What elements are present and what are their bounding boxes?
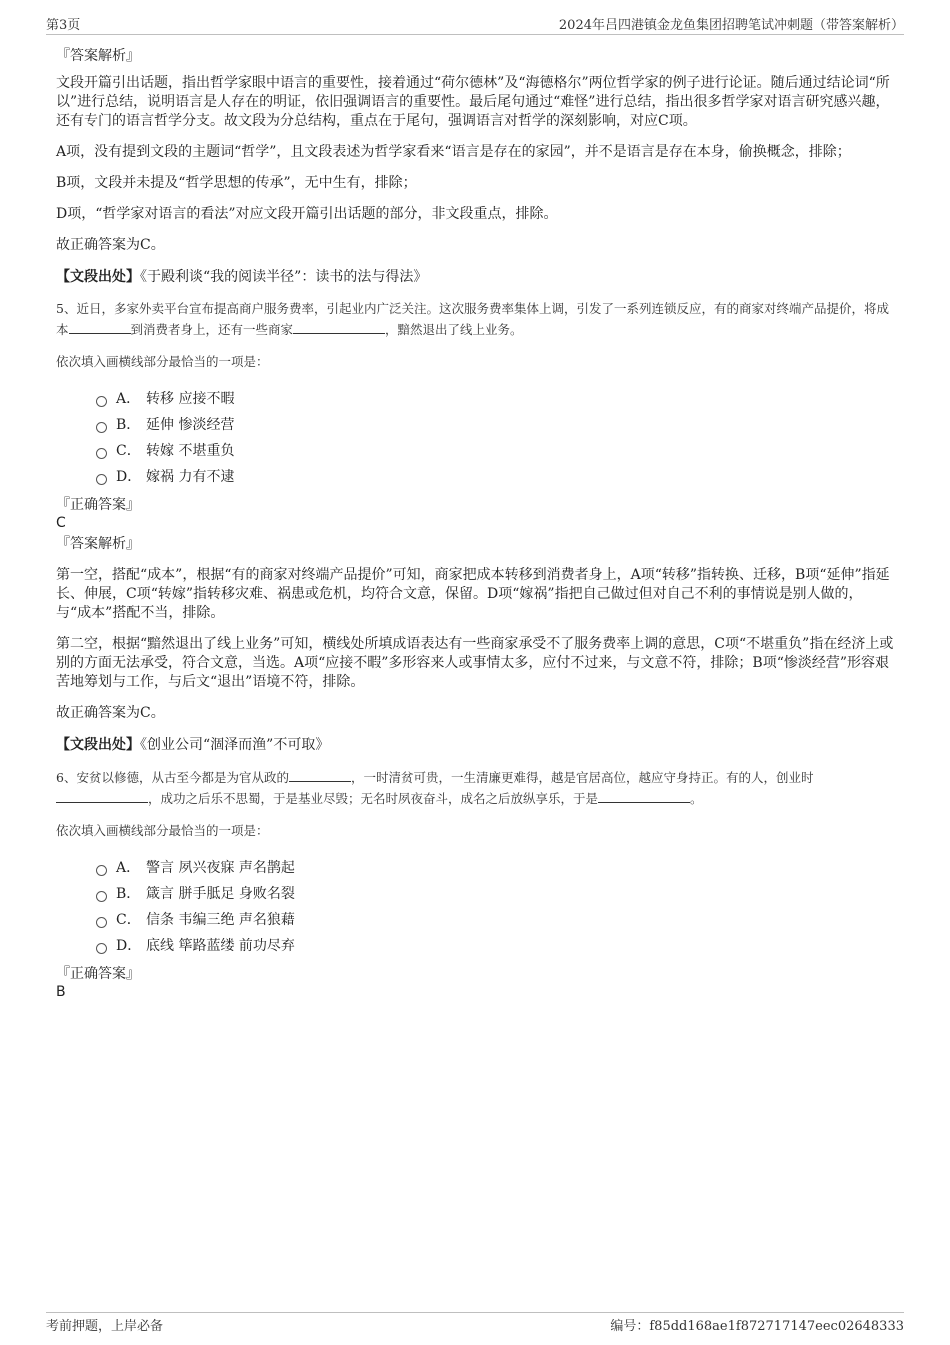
question-text-part: ，成功之后乐不思蜀，于是基业尽毁；无名时夙夜奋斗，成名之后放纵享乐，于是 (148, 791, 599, 806)
fill-blank (289, 767, 351, 782)
option-letter: B． (116, 886, 141, 902)
option-letter: D． (116, 469, 142, 485)
fill-blank (56, 788, 148, 803)
analysis-paragraph: 第二空，根据“黯然退出了线上业务”可知，横线处所填成语表达有一些商家承受不了服务费率上调的意思，C项“不堪重负”指在经济上或别的方面无法承受，符合文意，当选。A项“应接不暇”多形容来人或事情太多，应付不过来，与文意不符，排除；B项“惨淡经营”形容艰苦地筹划与工作，与后文“退出”语境不符，排除。 (56, 636, 894, 690)
option-c[interactable] (96, 907, 896, 933)
option-a[interactable] (96, 386, 896, 412)
question-5-prompt: 依次填入画横线部分最恰当的一项是： (56, 354, 269, 369)
option-text: 箴言 胼手胝足 身败名裂 (146, 886, 295, 902)
option-letter: D． (116, 938, 142, 954)
fill-blank (598, 788, 690, 803)
correct-answer-label: 『正确答案』 (56, 497, 140, 513)
radio-icon[interactable] (96, 448, 107, 459)
question-text-part: 到消费者身上，还有一些商家 (130, 322, 294, 337)
option-letter: C． (116, 912, 141, 928)
analysis-paragraph: B项，文段并未提及“哲学思想的传承”，无中生有，排除； (56, 175, 417, 191)
page-number: 第3页 (46, 18, 81, 33)
page-header (46, 14, 904, 35)
analysis-paragraph: 第一空，搭配“成本”，根据“有的商家对终端产品提价”可知，商家把成本转移到消费者身上，A项“转移”指转换、迁移，B项“延伸”指延长、伸展，C项“转嫁”指转移灾难、祸患或危机，均符合文意，保留。D项“嫁祸”指把自己做过但对自己不利的事情说是别人做的，与“成本”搭配不当，排除。 (56, 567, 890, 621)
option-text: 转嫁 不堪重负 (146, 443, 235, 459)
main-content (56, 46, 896, 1003)
fill-blank (293, 319, 385, 334)
option-letter: A． (116, 860, 141, 876)
correct-answer: B (56, 984, 66, 1000)
radio-icon[interactable] (96, 865, 107, 876)
radio-icon[interactable] (96, 917, 107, 928)
question-5-text (56, 299, 896, 340)
question-6-options (96, 855, 896, 959)
document-title: 2024年吕四港镇金龙鱼集团招聘笔试冲刺题（带答案解析） (558, 18, 904, 33)
question-text-part: ，黯然退出了线上业务。 (385, 322, 523, 337)
radio-icon[interactable] (96, 422, 107, 433)
option-a[interactable] (96, 855, 896, 881)
radio-icon[interactable] (96, 891, 107, 902)
option-text: 警言 夙兴夜寐 声名鹊起 (146, 860, 295, 876)
source-line (56, 735, 896, 755)
radio-icon[interactable] (96, 943, 107, 954)
option-letter: B． (116, 417, 141, 433)
question-6-text (56, 767, 896, 809)
option-b[interactable] (96, 412, 896, 438)
option-letter: C． (116, 443, 141, 459)
option-text: 延伸 惨淡经营 (146, 417, 235, 433)
fill-blank (69, 319, 131, 334)
radio-icon[interactable] (96, 474, 107, 485)
analysis-paragraph: A项，没有提到文段的主题词“哲学”，且文段表述为哲学家看来“语言是存在的家园”，并不是语言是存在本身，偷换概念，排除； (56, 144, 851, 160)
analysis-conclusion: 故正确答案为C。 (56, 705, 165, 721)
option-d[interactable] (96, 464, 896, 490)
question-text-part: 6、安贫以修德，从古至今都是为官从政的 (56, 770, 289, 785)
option-text: 嫁祸 力有不逮 (146, 469, 235, 485)
analysis-conclusion: 故正确答案为C。 (56, 237, 165, 253)
analysis-label: 『答案解析』 (56, 536, 140, 552)
page-footer (46, 1312, 904, 1334)
option-letter: A． (116, 391, 141, 407)
document-id: 编号：f85dd168ae1f872717147eec02648333 (610, 1319, 904, 1334)
analysis-paragraph: D项，“哲学家对语言的看法”对应文段开篇引出话题的部分，非文段重点，排除。 (56, 206, 558, 222)
footer-slogan: 考前押题，上岸必备 (46, 1319, 164, 1334)
source-tag: 【文段出处】 (56, 737, 140, 753)
source-line (56, 267, 896, 287)
correct-answer-label: 『正确答案』 (56, 966, 140, 982)
correct-answer: C (56, 515, 66, 531)
option-text: 底线 筚路蓝缕 前功尽弃 (146, 938, 295, 954)
radio-icon[interactable] (96, 396, 107, 407)
option-d[interactable] (96, 933, 896, 959)
question-text-part: ，一时清贫可贵，一生清廉更难得，越是官居高位，越应守身持正。有的人，创业时 (350, 770, 814, 785)
question-text-part: 5、近日，多家外卖平台宣布提高商户服务费率，引起业内广泛关注。这次服务费率集体上调，引发了一系列连锁反应，有的商家对终端产品提价，将成本 (56, 301, 889, 337)
analysis-label: 『答案解析』 (56, 48, 140, 64)
question-5-options (96, 386, 896, 490)
source-title: 《于殿利谈“我的阅读半径”：读书的法与得法》 (140, 269, 428, 285)
source-title: 《创业公司“涸泽而渔”不可取》 (140, 737, 330, 753)
analysis-paragraph: 文段开篇引出话题，指出哲学家眼中语言的重要性，接着通过“荷尔德林”及“海德格尔”两位哲学家的例子进行论证。随后通过结论词“所以”进行总结，说明语言是人存在的明证，依旧强调语言的重要性。最后尾句通过“难怪”进行总结，指出很多哲学家对语言研究感兴趣，还有专门的语言哲学分支。故文段为分总结构，重点在于尾句，强调语言对哲学的深刻影响，对应C项。 (56, 75, 890, 129)
source-tag: 【文段出处】 (56, 269, 140, 285)
question-text-part: 。 (690, 791, 703, 806)
option-b[interactable] (96, 881, 896, 907)
option-text: 转移 应接不暇 (146, 391, 235, 407)
question-6-prompt: 依次填入画横线部分最恰当的一项是： (56, 823, 269, 838)
option-text: 信条 韦编三绝 声名狼藉 (146, 912, 295, 928)
option-c[interactable] (96, 438, 896, 464)
